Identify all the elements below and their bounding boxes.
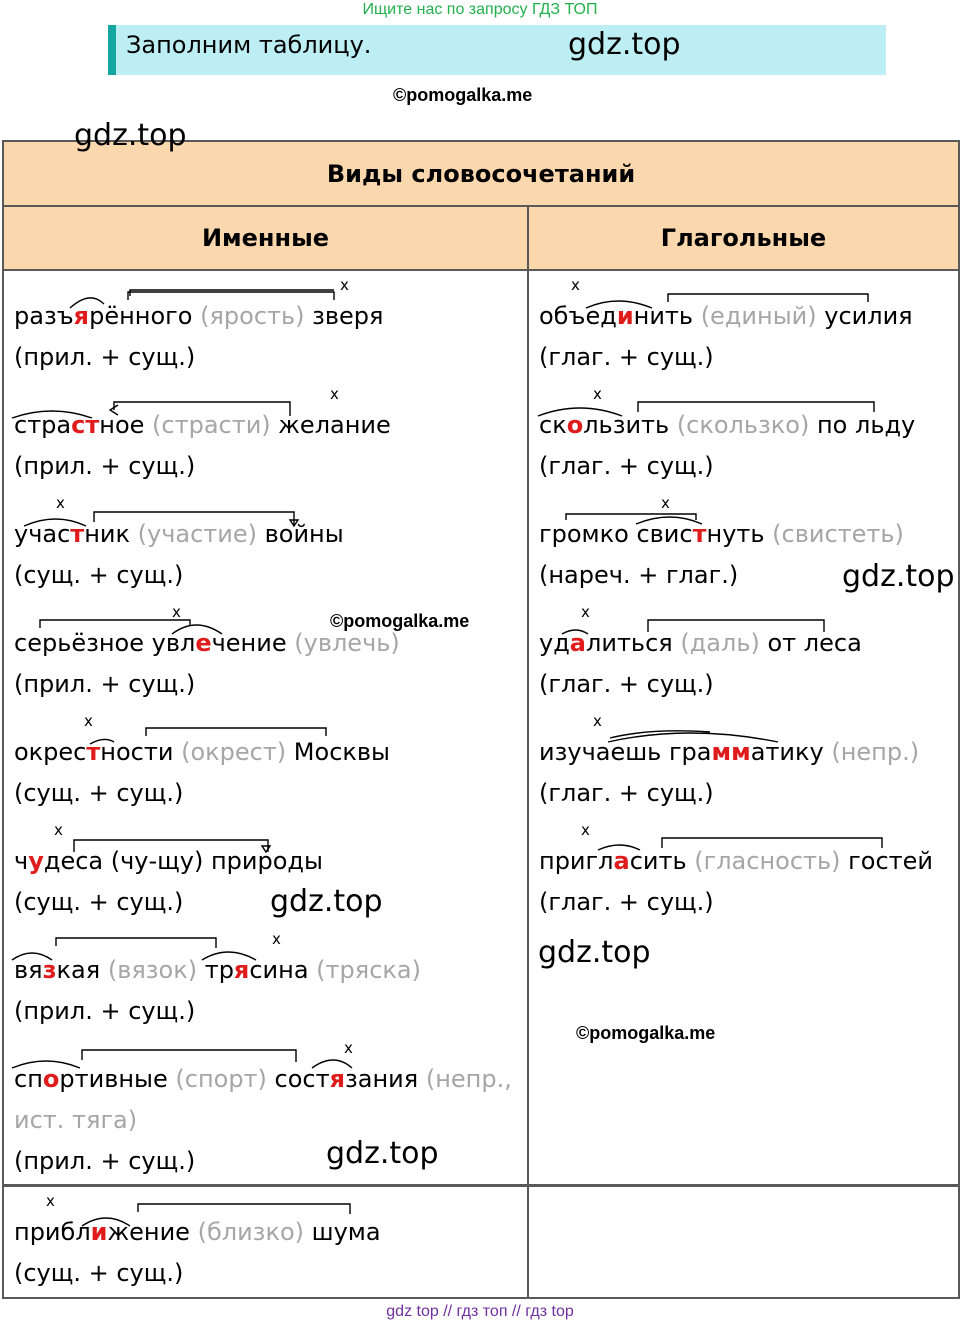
phrase-text: литься bbox=[586, 629, 681, 657]
collocation-type: (прил. + сущ.) bbox=[14, 452, 196, 480]
collocation-type: (сущ. + сущ.) bbox=[14, 779, 184, 807]
watermark: gdz.top bbox=[74, 118, 187, 153]
main-word-marker: x bbox=[84, 712, 93, 730]
nominal-cell bbox=[3, 270, 528, 1185]
phrase-text: чение bbox=[211, 629, 295, 657]
main-word-marker: x bbox=[172, 603, 181, 621]
spelling-highlight: з bbox=[42, 956, 57, 984]
collocation-type: (глаг. + сущ.) bbox=[539, 779, 714, 807]
collocation-phrase bbox=[14, 956, 421, 984]
main-word-marker: x bbox=[571, 276, 580, 294]
watermark: gdz.top bbox=[842, 559, 955, 594]
column-header-nominal: Именные bbox=[3, 206, 528, 270]
spelling-highlight: е bbox=[195, 629, 212, 657]
collocation-type: (прил. + сущ.) bbox=[14, 997, 196, 1025]
spelling-highlight: я bbox=[73, 302, 90, 330]
main-word-marker: x bbox=[46, 1192, 55, 1210]
phrase-text: шума bbox=[303, 1218, 381, 1246]
phrase-text: войны bbox=[257, 520, 344, 548]
column-header-verbal: Глагольные bbox=[528, 206, 959, 270]
phrase-text: сить bbox=[629, 847, 695, 875]
phrase-text: сина bbox=[249, 956, 317, 984]
main-word-marker: x bbox=[581, 603, 590, 621]
collocation-phrase bbox=[539, 847, 933, 875]
phrase-text: учас bbox=[14, 520, 71, 548]
collocation-phrase bbox=[14, 738, 390, 766]
phrase-text: рённого bbox=[89, 302, 201, 330]
phrase-text: нить bbox=[633, 302, 701, 330]
main-word-marker: x bbox=[344, 1039, 353, 1057]
phrase-text: серьёзное увл bbox=[14, 629, 196, 657]
watermark: gdz.top bbox=[568, 27, 681, 62]
phrase-text: тр bbox=[197, 956, 234, 984]
copyright: ©pomogalka.me bbox=[576, 1023, 716, 1043]
check-word: (непр.) bbox=[831, 738, 920, 766]
collocation-phrase bbox=[14, 1065, 512, 1093]
main-word-marker: x bbox=[272, 930, 281, 948]
main-word-marker: x bbox=[593, 712, 602, 730]
copyright: ©pomogalka.me bbox=[393, 85, 533, 105]
collocation-entry bbox=[4, 380, 527, 489]
collocation-phrase bbox=[539, 302, 913, 330]
check-word: (участие) bbox=[137, 520, 257, 548]
collocations-table bbox=[2, 140, 960, 1186]
phrase-text: от леса bbox=[759, 629, 862, 657]
intro-banner bbox=[108, 25, 886, 75]
phrase-text: ное bbox=[99, 411, 153, 439]
check-word: (скользко) bbox=[676, 411, 810, 439]
spelling-highlight: ст bbox=[71, 411, 100, 439]
phrase-text: нуть bbox=[706, 520, 773, 548]
check-word: (свистеть) bbox=[772, 520, 904, 548]
main-word-marker: x bbox=[340, 276, 349, 294]
phrase-text: уд bbox=[539, 629, 570, 657]
phrase-text: сп bbox=[14, 1065, 43, 1093]
check-word: (вязок) bbox=[107, 956, 198, 984]
spelling-highlight: и bbox=[90, 1218, 108, 1246]
phrase-text: сост bbox=[266, 1065, 330, 1093]
collocation-phrase bbox=[539, 629, 862, 657]
collocation-entry bbox=[529, 707, 958, 816]
phrase-text: прибл bbox=[14, 1218, 91, 1246]
continuation-table bbox=[2, 1185, 960, 1299]
main-word-marker: x bbox=[56, 494, 65, 512]
collocation-type: (нареч. + глаг.) bbox=[539, 561, 739, 589]
collocation-entry bbox=[4, 1187, 527, 1296]
phrase-text: гостей bbox=[840, 847, 933, 875]
collocation-entry bbox=[4, 707, 527, 816]
continuation-cell-right bbox=[528, 1186, 959, 1298]
phrase-text: жение bbox=[107, 1218, 198, 1246]
footer-links: gdz top // гдз топ // гдз top bbox=[386, 1303, 574, 1320]
collocation-phrase bbox=[14, 847, 323, 875]
phrase-text: пригл bbox=[539, 847, 614, 875]
phrase-text: громко свис bbox=[539, 520, 693, 548]
collocation-entry bbox=[529, 271, 958, 380]
collocation-type: (глаг. + сущ.) bbox=[539, 888, 714, 916]
spelling-highlight: а bbox=[569, 629, 586, 657]
collocation-type: (глаг. + сущ.) bbox=[539, 670, 714, 698]
check-word: ист. тяга) bbox=[14, 1106, 138, 1134]
collocation-type: (глаг. + сущ.) bbox=[539, 343, 714, 371]
spelling-highlight: мм bbox=[711, 738, 751, 766]
continuation-list bbox=[4, 1187, 527, 1296]
collocation-entry bbox=[4, 925, 527, 1034]
phrase-text: кая bbox=[56, 956, 108, 984]
phrase-text: окрес bbox=[14, 738, 87, 766]
collocation-type: (прил. + сущ.) bbox=[14, 670, 196, 698]
check-word: (увлечь) bbox=[294, 629, 400, 657]
collocation-entry bbox=[4, 489, 527, 598]
verbal-list bbox=[529, 271, 958, 925]
verbal-cell bbox=[528, 270, 959, 1185]
spelling-highlight: т bbox=[692, 520, 707, 548]
check-word: (страсти) bbox=[152, 411, 271, 439]
top-search-hint: Ищите нас по запросу ГДЗ ТОП bbox=[362, 1, 598, 18]
spelling-highlight: о bbox=[42, 1065, 60, 1093]
check-word: (близко) bbox=[197, 1218, 304, 1246]
nominal-list bbox=[4, 271, 527, 1184]
collocation-entry bbox=[529, 816, 958, 925]
phrase-text: разъ bbox=[14, 302, 74, 330]
phrase-text: стра bbox=[14, 411, 72, 439]
check-word: (тряска) bbox=[316, 956, 421, 984]
phrase-text: деса (чу-щу) природы bbox=[43, 847, 323, 875]
collocation-type: (прил. + сущ.) bbox=[14, 343, 196, 371]
check-word: (даль) bbox=[680, 629, 760, 657]
spelling-highlight: я bbox=[233, 956, 250, 984]
collocation-type: (глаг. + сущ.) bbox=[539, 452, 714, 480]
intro-text: Заполним таблицу. bbox=[126, 31, 372, 59]
phrase-text: объед bbox=[539, 302, 617, 330]
collocation-entry bbox=[4, 1034, 527, 1184]
spelling-highlight: т bbox=[70, 520, 85, 548]
watermark: gdz.top bbox=[270, 884, 383, 919]
main-word-marker: x bbox=[581, 821, 590, 839]
spelling-highlight: у bbox=[28, 847, 44, 875]
watermark: gdz.top bbox=[538, 935, 651, 970]
phrase-text: льзить bbox=[583, 411, 677, 439]
phrase-text: ности bbox=[100, 738, 182, 766]
phrase-text: ч bbox=[14, 847, 29, 875]
check-word: (единый) bbox=[700, 302, 817, 330]
collocation-type: (сущ. + сущ.) bbox=[14, 561, 184, 589]
collocation-type: (сущ. + сущ.) bbox=[14, 888, 184, 916]
check-word: (гласность) bbox=[694, 847, 841, 875]
collocation-entry bbox=[529, 598, 958, 707]
phrase-text: Москвы bbox=[286, 738, 390, 766]
main-word-marker: x bbox=[593, 385, 602, 403]
collocation-phrase bbox=[539, 738, 919, 766]
spelling-highlight: о bbox=[566, 411, 584, 439]
main-word-marker: x bbox=[330, 385, 339, 403]
phrase-text: вя bbox=[14, 956, 43, 984]
collocation-type: (прил. + сущ.) bbox=[14, 1147, 196, 1175]
watermark: gdz.top bbox=[326, 1136, 439, 1171]
phrase-text: атику bbox=[750, 738, 832, 766]
collocation-phrase bbox=[14, 411, 391, 439]
collocation-entry bbox=[4, 816, 527, 925]
spelling-highlight: и bbox=[616, 302, 634, 330]
check-word: (окрест) bbox=[181, 738, 287, 766]
collocation-entry bbox=[4, 271, 527, 380]
phrase-text: ник bbox=[84, 520, 138, 548]
phrase-text: ск bbox=[539, 411, 567, 439]
phrase-text: по льду bbox=[809, 411, 916, 439]
spelling-highlight: а bbox=[613, 847, 630, 875]
main-word-marker: x bbox=[661, 494, 670, 512]
main-word-marker: x bbox=[54, 821, 63, 839]
collocation-phrase bbox=[539, 520, 904, 548]
check-word: (непр., bbox=[425, 1065, 512, 1093]
collocation-phrase bbox=[14, 302, 383, 330]
collocation-phrase bbox=[14, 520, 344, 548]
phrase-text: зверя bbox=[304, 302, 384, 330]
phrase-text: зания bbox=[345, 1065, 426, 1093]
continuation-cell-left bbox=[3, 1186, 528, 1298]
spelling-highlight: я bbox=[329, 1065, 346, 1093]
copyright: ©pomogalka.me bbox=[330, 611, 470, 631]
phrase-text: усилия bbox=[816, 302, 913, 330]
collocation-phrase bbox=[14, 1218, 381, 1246]
phrase-text: желание bbox=[270, 411, 391, 439]
check-word: (спорт) bbox=[175, 1065, 267, 1093]
phrase-text: ртивные bbox=[59, 1065, 176, 1093]
collocation-entry bbox=[529, 380, 958, 489]
check-word: (ярость) bbox=[200, 302, 305, 330]
phrase-text: изучаешь гра bbox=[539, 738, 712, 766]
collocation-phrase bbox=[539, 411, 915, 439]
table-title: Виды словосочетаний bbox=[3, 141, 959, 206]
spelling-highlight: т bbox=[86, 738, 101, 766]
collocation-type: (сущ. + сущ.) bbox=[14, 1259, 184, 1287]
collocation-phrase bbox=[14, 629, 400, 657]
